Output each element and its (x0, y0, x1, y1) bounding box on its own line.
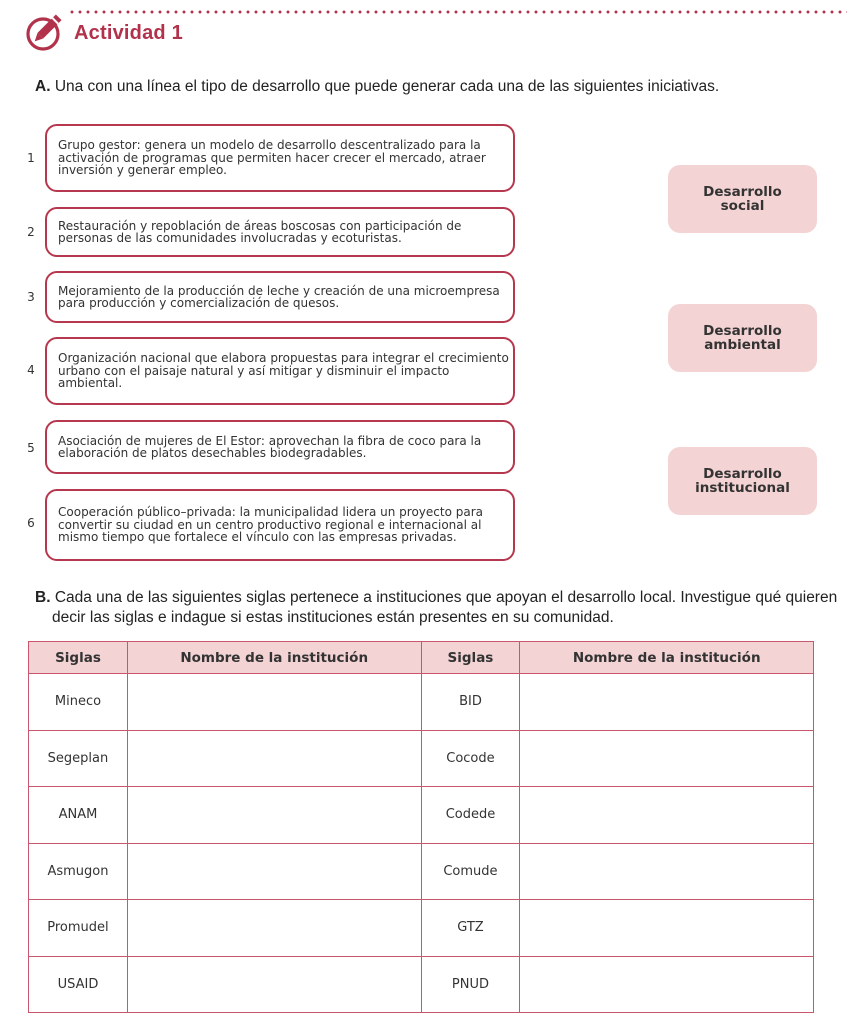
item-number: 2 (27, 225, 35, 239)
acronym-cell: ANAM (29, 787, 128, 844)
initiative-text: Restauración y repoblación de áreas boscosas con participación de personas de las comunidades involucradas y ecoturistas. (58, 218, 462, 245)
name-input-cell[interactable] (520, 730, 814, 787)
category-line1: Desarrollo (703, 466, 782, 482)
header-nombre: Nombre de la institución (520, 642, 814, 674)
item-number: 1 (27, 151, 35, 165)
activity-title: Actividad 1 (74, 22, 183, 44)
name-input-cell[interactable] (127, 730, 421, 787)
item-number: 5 (27, 441, 35, 455)
acronym-cell: BID (421, 674, 520, 731)
acronym-cell: Cocode (421, 730, 520, 787)
category-social[interactable] (668, 165, 817, 233)
acronym-cell: Promudel (29, 900, 128, 957)
category-line1: Desarrollo (703, 323, 782, 339)
dotted-divider (68, 10, 847, 14)
initiative-item[interactable] (45, 337, 515, 405)
initiative-text: Asociación de mujeres de El Estor: aprovechan la fibra de coco para la elaboración de platos desechables biodegradables. (58, 433, 482, 460)
acronym-cell: Comude (421, 843, 520, 900)
category-line2: social (720, 198, 765, 214)
item-number: 4 (27, 363, 35, 377)
pencil-icon (24, 12, 64, 52)
table-header-row (29, 642, 814, 674)
name-input-cell[interactable] (127, 900, 421, 957)
acronym-cell: USAID (29, 956, 128, 1013)
instruction-a (35, 77, 719, 97)
category-ambiental[interactable] (668, 304, 817, 372)
table-row (29, 787, 814, 844)
table-row (29, 900, 814, 957)
acronym-cell: PNUD (421, 956, 520, 1013)
institutions-table (28, 641, 814, 1013)
initiative-text: Organización nacional que elabora propuestas para integrar el crecimiento urbano con el paisaje natural y así mitigar y disminuir el impacto ambiental. (58, 351, 509, 391)
activity-header (0, 0, 847, 60)
initiative-text: Mejoramiento de la producción de leche y creación de una microempresa para producción y comercialización de quesos. (58, 283, 500, 310)
name-input-cell[interactable] (520, 843, 814, 900)
table-row (29, 674, 814, 731)
initiative-text: Grupo gestor: genera un modelo de desarrollo descentralizado para la activación de programas que permiten hacer crecer el mercado, atraer inversión y generar empleo. (58, 138, 486, 178)
name-input-cell[interactable] (127, 843, 421, 900)
acronym-cell: Asmugon (29, 843, 128, 900)
header-siglas: Siglas (421, 642, 520, 674)
name-input-cell[interactable] (520, 787, 814, 844)
name-input-cell[interactable] (520, 956, 814, 1013)
instruction-a-text: Una con una línea el tipo de desarrollo que puede generar cada una de las siguientes iniciativas. (54, 78, 720, 95)
category-line2: institucional (695, 480, 790, 496)
header-nombre: Nombre de la institución (127, 642, 421, 674)
initiative-item[interactable] (45, 124, 515, 192)
item-number: 6 (27, 516, 35, 530)
category-line2: ambiental (704, 337, 781, 353)
section-letter-b: B. (35, 589, 51, 606)
name-input-cell[interactable] (127, 674, 421, 731)
initiative-item[interactable] (45, 271, 515, 323)
category-institucional[interactable] (668, 447, 817, 515)
name-input-cell[interactable] (520, 900, 814, 957)
header-siglas: Siglas (29, 642, 128, 674)
initiative-item[interactable] (45, 489, 515, 561)
initiative-item[interactable] (45, 420, 515, 474)
acronym-cell: Codede (421, 787, 520, 844)
initiative-text: Cooperación público–privada: la municipalidad lidera un proyecto para convertir su ciudad en un centro productivo regional e internacional al mismo tiempo que fortalece el vínculo con las empresas privadas. (58, 505, 483, 545)
acronym-cell: GTZ (421, 900, 520, 957)
name-input-cell[interactable] (127, 787, 421, 844)
table-row (29, 843, 814, 900)
instruction-b (35, 588, 847, 628)
acronym-cell: Segeplan (29, 730, 128, 787)
acronym-cell: Mineco (29, 674, 128, 731)
section-letter-a: A. (35, 78, 51, 95)
name-input-cell[interactable] (520, 674, 814, 731)
item-number: 3 (27, 290, 35, 304)
table-row (29, 956, 814, 1013)
name-input-cell[interactable] (127, 956, 421, 1013)
instruction-b-text: Cada una de las siguientes siglas pertenece a instituciones que apoyan el desarrollo local. Investigue qué quieren decir las siglas e indague si estas instituciones están presentes en su comunidad. (52, 589, 838, 626)
category-line1: Desarrollo (703, 184, 782, 200)
table-row (29, 730, 814, 787)
initiative-item[interactable] (45, 207, 515, 257)
